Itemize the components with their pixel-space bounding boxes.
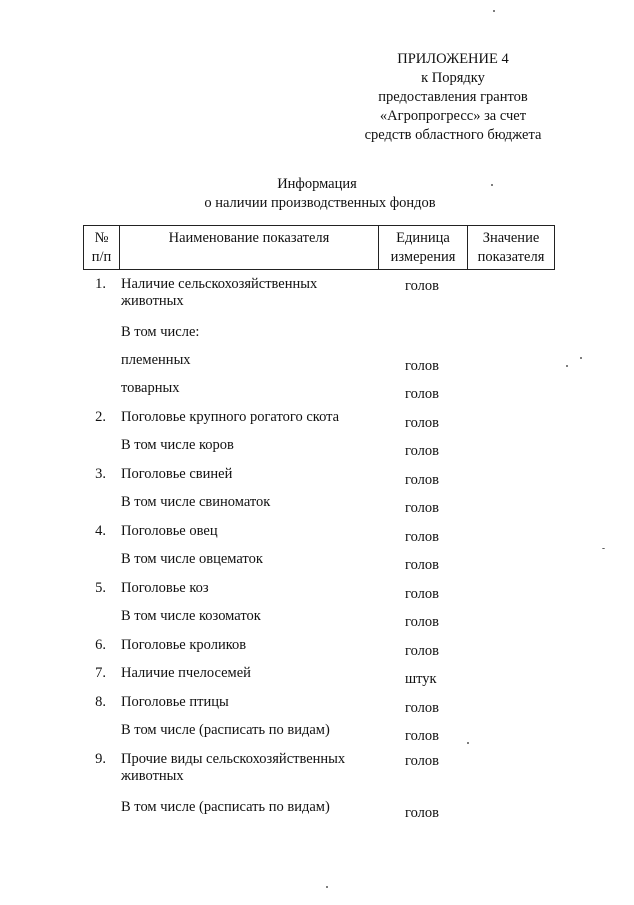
header-unit-line: измерения: [390, 249, 456, 265]
row-indicator-name: Поголовье кроликов: [121, 637, 247, 653]
row-number: 4.: [95, 523, 106, 539]
row-indicator-name: племенных: [121, 352, 191, 368]
row-unit: голов: [405, 805, 439, 821]
row-indicator-name: товарных: [121, 380, 180, 396]
row-indicator-name: Поголовье овец: [121, 523, 218, 539]
row-indicator-name: В том числе овцематок: [121, 551, 263, 567]
row-indicator-name: Поголовье крупного рогатого скота: [121, 409, 340, 425]
row-number: 6.: [95, 637, 106, 653]
header-unit-cell: [379, 226, 468, 270]
row-number: 3.: [95, 466, 106, 482]
scan-speck: [491, 184, 493, 186]
scan-speck: [467, 742, 469, 744]
row-unit: штук: [405, 671, 437, 687]
row-unit: голов: [405, 278, 439, 294]
row-indicator-name: В том числе коров: [121, 437, 234, 453]
document-title: [0, 175, 634, 213]
header-number-line: п/п: [91, 249, 112, 265]
appendix-line: средств областного бюджета: [364, 127, 542, 143]
scan-speck: [580, 357, 582, 359]
row-number: 8.: [95, 694, 106, 710]
row-number: 2.: [95, 409, 106, 425]
row-unit: голов: [405, 472, 439, 488]
header-value-line: показателя: [477, 249, 545, 265]
title-line-1: Информация: [277, 176, 357, 192]
header-number-line: №: [94, 230, 109, 246]
row-unit: голов: [405, 614, 439, 630]
row-number: 7.: [95, 665, 106, 681]
header-value-line: Значение: [482, 230, 540, 246]
row-unit: голов: [405, 529, 439, 545]
row-indicator-name: Прочие виды сельскохозяйственных животных: [121, 751, 346, 784]
appendix-line: «Агропрогресс» за счет: [379, 108, 527, 124]
row-unit: голов: [405, 443, 439, 459]
header-name-text: Наименование показателя: [168, 230, 330, 246]
header-unit-line: Единица: [396, 230, 450, 246]
row-number: 9.: [95, 751, 106, 767]
appendix-line: ПРИЛОЖЕНИЕ 4: [397, 51, 509, 67]
row-unit: голов: [405, 586, 439, 602]
row-indicator-name: В том числе свиноматок: [121, 494, 271, 510]
scan-speck: [602, 548, 605, 549]
row-indicator-name: Наличие пчелосемей: [121, 665, 251, 681]
row-indicator-name: В том числе (расписать по видам): [121, 722, 330, 738]
row-number: 1.: [95, 276, 106, 292]
row-indicator-name: В том числе (расписать по видам): [121, 799, 330, 815]
scan-speck: [493, 10, 495, 12]
row-unit: голов: [405, 700, 439, 716]
row-indicator-name: Наличие сельскохозяйственных животных: [121, 276, 318, 309]
row-indicator-name: В том числе козоматок: [121, 608, 261, 624]
header-value-cell: [468, 226, 555, 270]
row-unit: голов: [405, 500, 439, 516]
row-unit: голов: [405, 415, 439, 431]
row-unit: голов: [405, 557, 439, 573]
scan-speck: [326, 886, 328, 888]
title-line-2: о наличии производственных фондов: [204, 195, 436, 211]
scan-speck: [566, 365, 568, 367]
row-unit: голов: [405, 358, 439, 374]
header-name-cell: [120, 226, 379, 270]
row-unit: голов: [405, 643, 439, 659]
row-unit: голов: [405, 728, 439, 744]
appendix-line: к Порядку: [421, 70, 485, 86]
row-unit: голов: [405, 386, 439, 402]
table-header: [83, 225, 555, 270]
appendix-line: предоставления грантов: [378, 89, 528, 105]
row-indicator-name: Поголовье коз: [121, 580, 209, 596]
row-indicator-name: Поголовье птицы: [121, 694, 229, 710]
header-number-cell: [84, 226, 120, 270]
appendix-block: [348, 50, 558, 145]
row-indicator-name: В том числе:: [121, 324, 200, 340]
row-indicator-name: Поголовье свиней: [121, 466, 233, 482]
row-number: 5.: [95, 580, 106, 596]
row-unit: голов: [405, 753, 439, 769]
